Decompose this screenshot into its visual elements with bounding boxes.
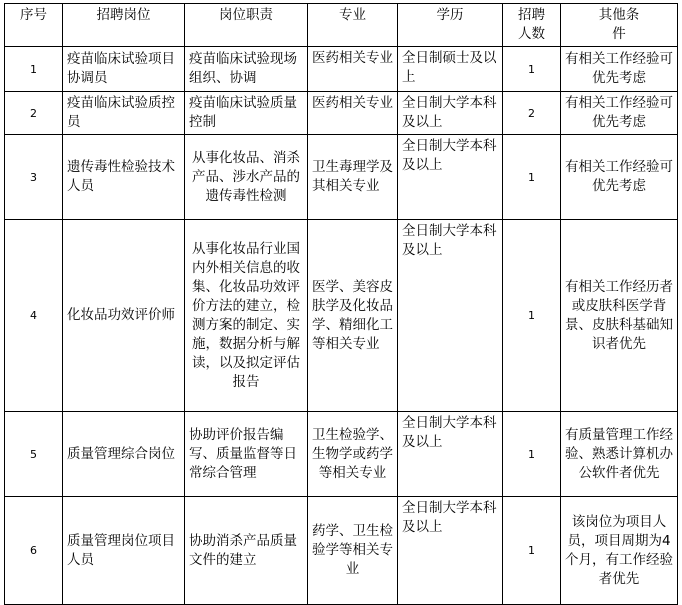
cell-no: 4 (5, 220, 63, 412)
cell-edu: 全日制硕士及以上 (398, 47, 503, 92)
cell-edu: 全日制大学本科及以上 (398, 92, 503, 135)
cell-position: 质量管理岗位项目人员 (63, 497, 185, 605)
cell-count: 1 (503, 47, 561, 92)
cell-count: 1 (503, 220, 561, 412)
table-row (5, 412, 678, 497)
header-position: 招聘岗位 (63, 4, 185, 47)
cell-duty: 疫苗临床试验现场组织、协调 (185, 47, 308, 92)
header-duty: 岗位职责 (185, 4, 308, 47)
cell-duty: 从事化妆品行业国内外相关信息的收集、化妆品功效评价方法的建立，检测方案的制定、实施，数据分析与解读，以及拟定评估报告 (185, 220, 308, 412)
cell-position: 化妆品功效评价师 (63, 220, 185, 412)
cell-duty: 协助消杀产品质量文件的建立 (185, 497, 308, 605)
cell-other: 有质量管理工作经验、熟悉计算机办公软件者优先 (561, 412, 678, 497)
header-no: 序号 (5, 4, 63, 47)
cell-other: 有相关工作经历者或皮肤科医学背景、皮肤科基础知识者优先 (561, 220, 678, 412)
cell-position: 疫苗临床试验质控员 (63, 92, 185, 135)
cell-count: 2 (503, 92, 561, 135)
cell-count: 1 (503, 135, 561, 220)
header-count: 招聘人数 (503, 4, 561, 47)
cell-edu: 全日制大学本科及以上 (398, 135, 503, 220)
cell-edu: 全日制大学本科及以上 (398, 497, 503, 605)
cell-duty: 协助评价报告编写、质量监督等日常综合管理 (185, 412, 308, 497)
header-edu: 学历 (398, 4, 503, 47)
cell-major: 医药相关专业 (308, 92, 398, 135)
cell-no: 1 (5, 47, 63, 92)
cell-other: 该岗位为项目人员，项目周期为4个月，有工作经验者优先 (561, 497, 678, 605)
header-other: 其他条件 (561, 4, 678, 47)
cell-count: 1 (503, 412, 561, 497)
table-row (5, 135, 678, 220)
cell-major: 药学、卫生检验学等相关专业 (308, 497, 398, 605)
cell-edu: 全日制大学本科及以上 (398, 412, 503, 497)
recruitment-table (4, 3, 678, 605)
cell-no: 5 (5, 412, 63, 497)
table-row (5, 220, 678, 412)
cell-major: 卫生毒理学及其相关专业 (308, 135, 398, 220)
cell-position: 疫苗临床试验项目协调员 (63, 47, 185, 92)
header-major: 专业 (308, 4, 398, 47)
cell-position: 质量管理综合岗位 (63, 412, 185, 497)
cell-duty: 疫苗临床试验质量控制 (185, 92, 308, 135)
cell-no: 6 (5, 497, 63, 605)
cell-other: 有相关工作经验可优先考虑 (561, 135, 678, 220)
table-row (5, 92, 678, 135)
header-row (5, 4, 678, 47)
cell-count: 1 (503, 497, 561, 605)
cell-major: 医学、美容皮肤学及化妆品学、精细化工等相关专业 (308, 220, 398, 412)
cell-position: 遗传毒性检验技术人员 (63, 135, 185, 220)
cell-major: 卫生检验学、生物学或药学等相关专业 (308, 412, 398, 497)
cell-major: 医药相关专业 (308, 47, 398, 92)
cell-duty: 从事化妆品、消杀产品、涉水产品的遗传毒性检测 (185, 135, 308, 220)
cell-no: 3 (5, 135, 63, 220)
cell-other: 有相关工作经验可优先考虑 (561, 92, 678, 135)
cell-other: 有相关工作经验可优先考虑 (561, 47, 678, 92)
cell-edu: 全日制大学本科及以上 (398, 220, 503, 412)
cell-no: 2 (5, 92, 63, 135)
table-row (5, 497, 678, 605)
table-row (5, 47, 678, 92)
